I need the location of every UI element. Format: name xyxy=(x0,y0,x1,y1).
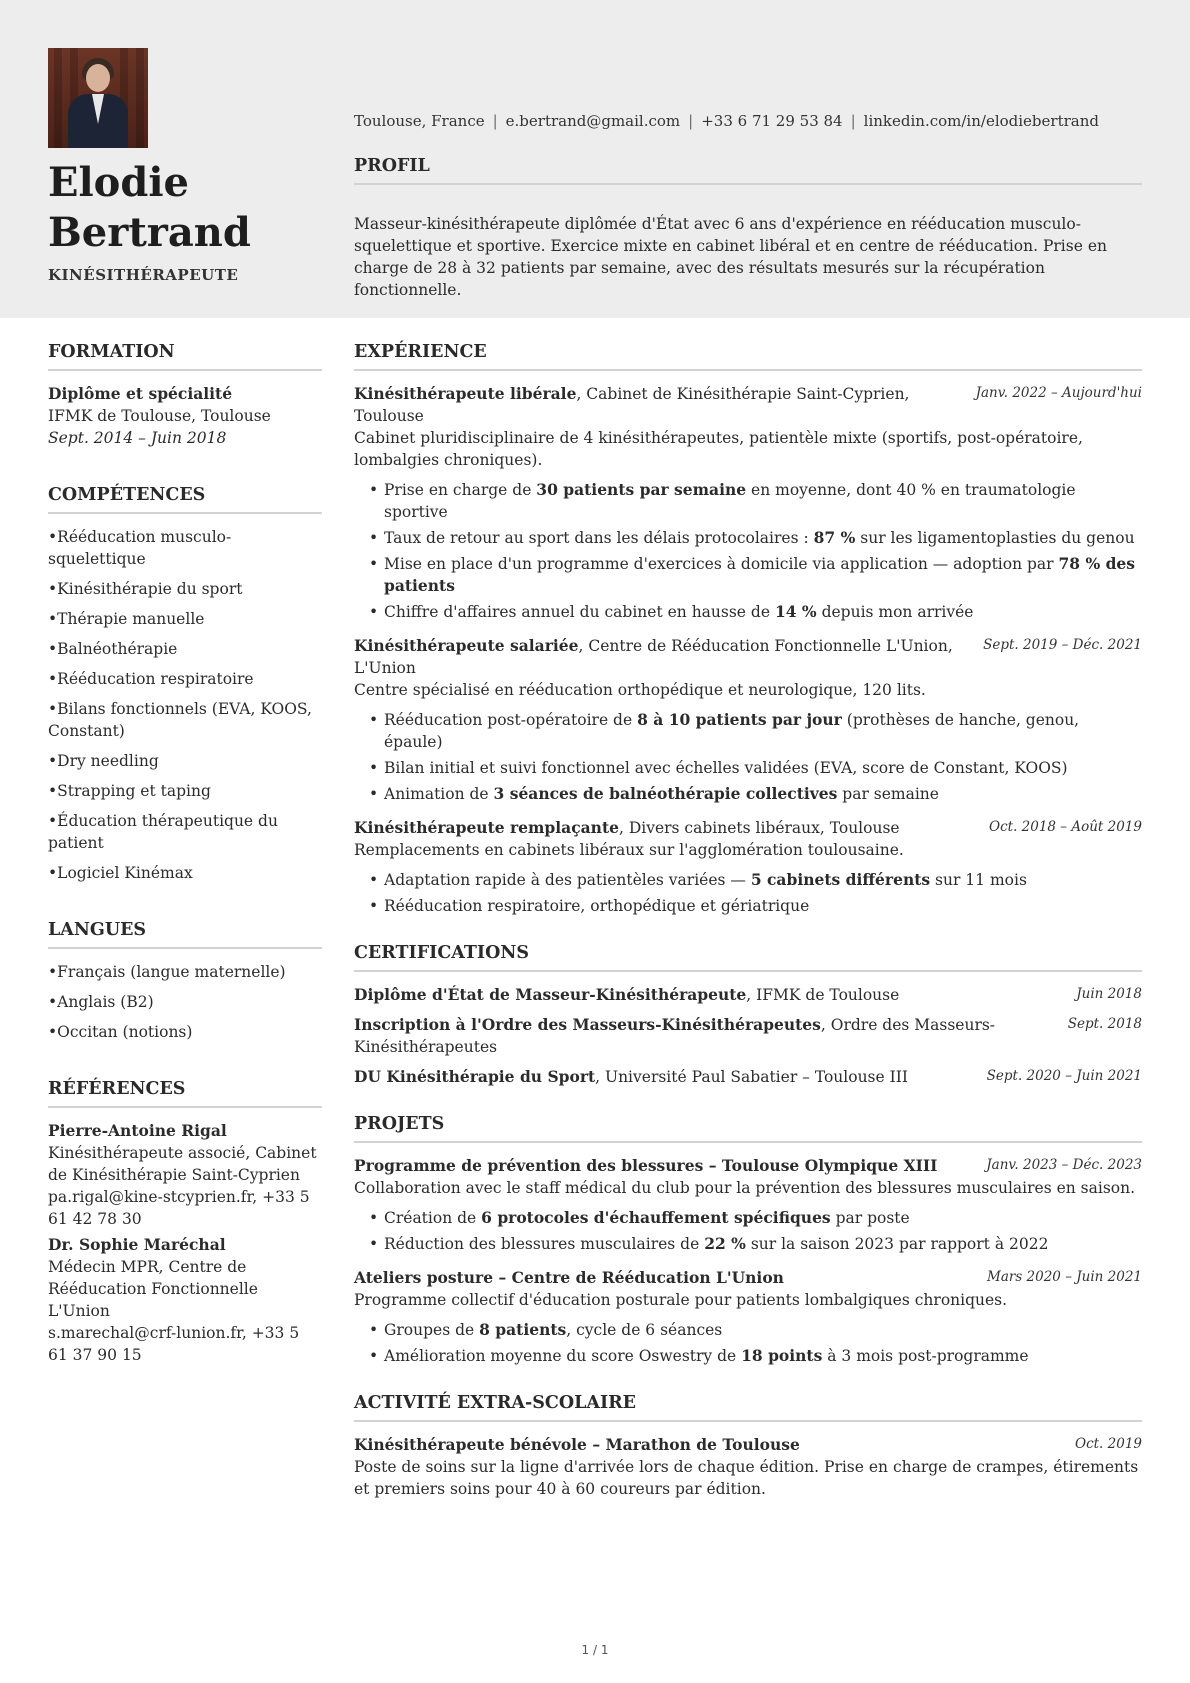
competence-item: • Dry needling xyxy=(48,750,322,772)
certification-item: Inscription à l'Ordre des Masseurs-Kinésithérapeutes, Ordre des Masseurs-Kinésithérapeutes Sept. 2018 xyxy=(354,1015,1142,1056)
profil-section xyxy=(354,156,1142,301)
candidate-name xyxy=(48,158,328,258)
langues-list xyxy=(48,961,322,1043)
competences-section xyxy=(48,485,322,884)
langue-item: • Français (langue maternelle) xyxy=(48,961,322,983)
profil-title: PROFIL xyxy=(354,156,1142,185)
activite-title: ACTIVITÉ EXTRA-SCOLAIRE xyxy=(354,1393,1142,1422)
job-bullet: • Prise en charge de 30 patients par semaine en moyenne, dont 40 % en traumatologie sportive xyxy=(384,479,1142,523)
certification-date: Juin 2018 xyxy=(1076,986,1142,1002)
job-dates: Sept. 2019 – Déc. 2021 xyxy=(983,637,1142,653)
contact-location: Toulouse, France xyxy=(354,112,485,130)
left-column xyxy=(48,342,322,1402)
project-entry xyxy=(354,1155,1142,1255)
competence-item: • Kinésithérapie du sport xyxy=(48,578,322,600)
project-bullets xyxy=(354,1207,1142,1255)
job-bullets xyxy=(354,709,1142,805)
project-dates: Mars 2020 – Juin 2021 xyxy=(987,1269,1142,1285)
job-dates: Oct. 2018 – Août 2019 xyxy=(989,819,1142,835)
job-title: Kinésithérapeute remplaçante xyxy=(354,818,619,837)
project-bullet: • Création de 6 protocoles d'échauffement spécifiques par poste xyxy=(384,1207,1142,1229)
job-entry xyxy=(354,635,1142,805)
reference-position: Kinésithérapeute associé, Cabinet de Kinésithérapie Saint-Cyprien xyxy=(48,1144,317,1184)
activite-section xyxy=(354,1393,1142,1500)
job-bullet: • Rééducation respiratoire, orthopédique et gériatrique xyxy=(384,895,1142,917)
project-entry xyxy=(354,1267,1142,1367)
reference-item xyxy=(48,1120,322,1230)
activite-item-title: Kinésithérapeute bénévole – Marathon de Toulouse xyxy=(354,1435,800,1454)
references-title: RÉFÉRENCES xyxy=(48,1079,322,1108)
langues-section xyxy=(48,920,322,1043)
job-bullet: • Chiffre d'affaires annuel du cabinet en hausse de 14 % depuis mon arrivée xyxy=(384,601,1142,623)
competence-item: • Rééducation musculo-squelettique xyxy=(48,526,322,570)
job-dates: Janv. 2022 – Aujourd'hui xyxy=(975,385,1142,401)
job-title: Kinésithérapeute salariée xyxy=(354,636,579,655)
competences-list xyxy=(48,526,322,884)
job-title: Kinésithérapeute libérale xyxy=(354,384,577,403)
competences-title: COMPÉTENCES xyxy=(48,485,322,514)
profil-text: Masseur-kinésithérapeute diplômée d'État avec 6 ans d'expérience en rééducation musculo-squelettique et sportive. Exercice mixte en cabinet libéral et en centre de rééducation. Prise en charge de 28 à 32 patients par semaine, avec des résultats mesurés sur la récupération fonctionnelle. xyxy=(354,215,1107,299)
competence-item: • Balnéothérapie xyxy=(48,638,322,660)
contact-linkedin[interactable]: linkedin.com/in/elodiebertrand xyxy=(863,112,1099,130)
job-title: KINÉSITHÉRAPEUTE xyxy=(48,266,239,284)
competence-item: • Rééducation respiratoire xyxy=(48,668,322,690)
formation-section xyxy=(48,342,322,449)
competence-item: • Éducation thérapeutique du patient xyxy=(48,810,322,854)
job-description: Centre spécialisé en rééducation orthopédique et neurologique, 120 lits. xyxy=(354,681,926,699)
job-bullet: • Taux de retour au sport dans les délais protocolaires : 87 % sur les ligamentoplasties du genou xyxy=(384,527,1142,549)
job-bullets xyxy=(354,869,1142,917)
competence-item: • Logiciel Kinémax xyxy=(48,862,322,884)
langue-item: • Occitan (notions) xyxy=(48,1021,322,1043)
right-column xyxy=(354,342,1142,1526)
job-org: , Centre de Rééducation Fonctionnelle L'Union, L'Union xyxy=(354,637,953,677)
reference-item xyxy=(48,1234,322,1366)
references-section xyxy=(48,1079,322,1366)
job-bullet: • Animation de 3 séances de balnéothérapie collectives par semaine xyxy=(384,783,1142,805)
certification-date: Sept. 2018 xyxy=(1067,1016,1142,1032)
project-bullet: • Réduction des blessures musculaires de 22 % sur la saison 2023 par rapport à 2022 xyxy=(384,1233,1142,1255)
job-entry xyxy=(354,383,1142,623)
reference-name: Dr. Sophie Maréchal xyxy=(48,1235,226,1254)
job-description: Cabinet pluridisciplinaire de 4 kinésithérapeutes, patientèle mixte (sportifs, post-opératoire, lombalgies chroniques). xyxy=(354,429,1083,469)
reference-contact: pa.rigal@kine-stcyprien.fr, +33 5 61 42 78 30 xyxy=(48,1188,310,1228)
reference-contact: s.marechal@crf-lunion.fr, +33 5 61 37 90 15 xyxy=(48,1324,300,1364)
activite-date: Oct. 2019 xyxy=(1075,1436,1142,1452)
certification-date: Sept. 2020 – Juin 2021 xyxy=(986,1068,1142,1084)
job-bullet: • Bilan initial et suivi fonctionnel avec échelles validées (EVA, score de Constant, KOOS) xyxy=(384,757,1142,779)
formation-school: IFMK de Toulouse, Toulouse xyxy=(48,407,271,425)
experience-title: EXPÉRIENCE xyxy=(354,342,1142,371)
activite-description: Poste de soins sur la ligne d'arrivée lors de chaque édition. Prise en charge de crampes, étirements et premiers soins pour 40 à 60 coureurs par édition. xyxy=(354,1458,1139,1498)
reference-name: Pierre-Antoine Rigal xyxy=(48,1121,227,1140)
job-bullets xyxy=(354,479,1142,623)
formation-dates: Sept. 2014 – Juin 2018 xyxy=(48,429,227,447)
project-description: Programme collectif d'éducation posturale pour patients lombalgiques chroniques. xyxy=(354,1291,1008,1309)
formation-degree: Diplôme et spécialité xyxy=(48,384,233,403)
profile-photo xyxy=(48,48,148,148)
job-description: Remplacements en cabinets libéraux sur l'agglomération toulousaine. xyxy=(354,841,904,859)
certifications-title: CERTIFICATIONS xyxy=(354,943,1142,972)
langues-title: LANGUES xyxy=(48,920,322,949)
competence-item: • Bilans fonctionnels (EVA, KOOS, Constant) xyxy=(48,698,322,742)
first-name: Elodie xyxy=(48,159,189,206)
projets-section xyxy=(354,1114,1142,1367)
page-indicator: 1 / 1 xyxy=(581,1643,609,1657)
job-org: , Cabinet de Kinésithérapie Saint-Cyprien, Toulouse xyxy=(354,385,910,425)
project-dates: Janv. 2023 – Déc. 2023 xyxy=(986,1157,1142,1173)
certification-item: Diplôme d'État de Masseur-Kinésithérapeute, IFMK de Toulouse Juin 2018 xyxy=(354,985,1142,1004)
certifications-section xyxy=(354,943,1142,1088)
project-title: Programme de prévention des blessures – Toulouse Olympique XIII xyxy=(354,1156,938,1175)
experience-section xyxy=(354,342,1142,917)
project-bullet: • Amélioration moyenne du score Oswestry de 18 points à 3 mois post-programme xyxy=(384,1345,1142,1367)
job-org: , Divers cabinets libéraux, Toulouse xyxy=(618,819,900,837)
competence-item: • Thérapie manuelle xyxy=(48,608,322,630)
project-title: Ateliers posture – Centre de Rééducation L'Union xyxy=(354,1268,784,1287)
langue-item: • Anglais (B2) xyxy=(48,991,322,1013)
project-bullets xyxy=(354,1319,1142,1367)
contact-email[interactable]: e.bertrand@gmail.com xyxy=(505,112,681,130)
competence-item: • Strapping et taping xyxy=(48,780,322,802)
projets-title: PROJETS xyxy=(354,1114,1142,1143)
contact-phone[interactable]: +33 6 71 29 53 84 xyxy=(701,112,843,130)
contact-line: Toulouse, France | e.bertrand@gmail.com | +33 6 71 29 53 84 | linkedin.com/in/elodiebertrand xyxy=(354,112,1099,130)
job-bullet: • Adaptation rapide à des patientèles variées — 5 cabinets différents sur 11 mois xyxy=(384,869,1142,891)
job-bullet: • Rééducation post-opératoire de 8 à 10 patients par jour (prothèses de hanche, genou, épaule) xyxy=(384,709,1142,753)
certification-item: DU Kinésithérapie du Sport, Université Paul Sabatier – Toulouse III Sept. 2020 – Juin 2021 xyxy=(354,1067,1142,1086)
reference-position: Médecin MPR, Centre de Rééducation Fonctionnelle L'Union xyxy=(48,1258,258,1320)
formation-title: FORMATION xyxy=(48,342,322,371)
last-name: Bertrand xyxy=(48,209,251,256)
project-description: Collaboration avec le staff médical du club pour la prévention des blessures musculaires en saison. xyxy=(354,1179,1136,1197)
project-bullet: • Groupes de 8 patients, cycle de 6 séances xyxy=(384,1319,1142,1341)
job-entry xyxy=(354,817,1142,917)
job-bullet: • Mise en place d'un programme d'exercices à domicile via application — adoption par 78 % des patients xyxy=(384,553,1142,597)
